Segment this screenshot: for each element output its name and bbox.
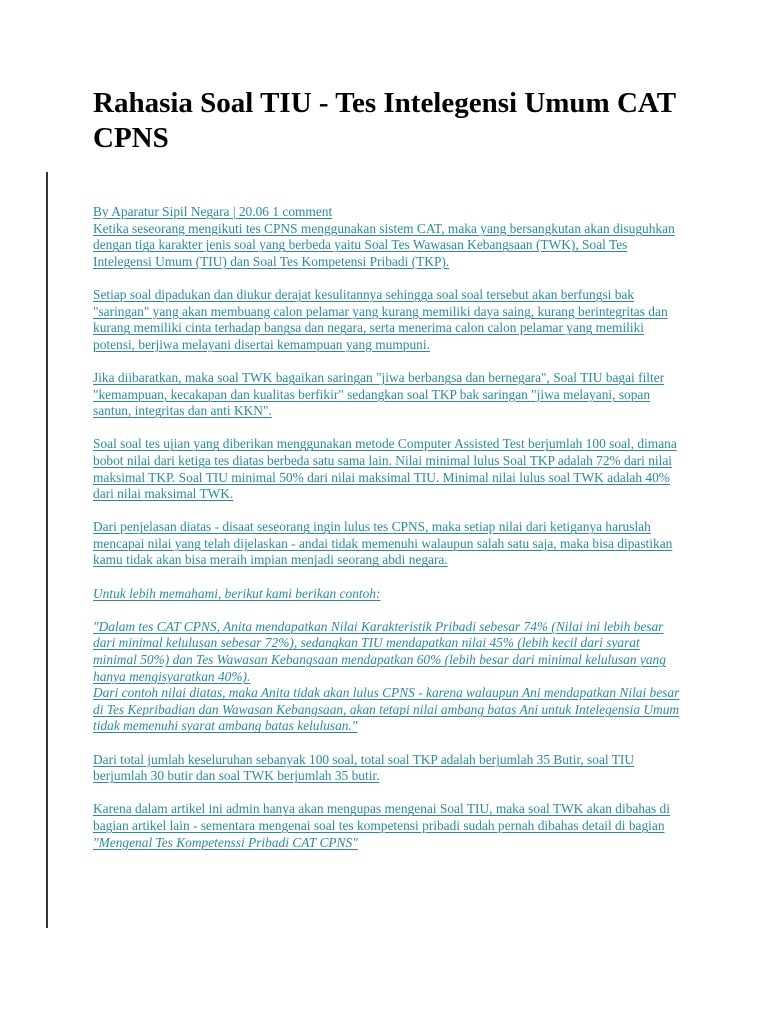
example-quote-1[interactable]: "Dalam tes CAT CPNS, Anita mendapatkan Nilai Karakteristik Pribadi sebesar 74% (Nilai ini lebih besar dari minimal kelulusan sebesar 72%), sedangkan TIU mendapatkan nilai 45% (lebih kecil dari syarat minimal 50%) dan Tes Wawasan Kebangsaan mendapatkan 60% (lebih besar dari minimal kelulusan yang hanya mengisyaratkan 40%). bbox=[93, 618, 666, 684]
page-margin-rule bbox=[46, 172, 48, 928]
example-quote-2[interactable]: Dari contoh nilai diatas, maka Anita tidak akan lulus CPNS - karena walaupun Ani mendapatkan Nilai besar di Tes Kepribadian dan Wawasan Kebangsaan, akan tetapi nilai ambang batas Ani untuk Intelegensia Umum tidak memenuhi syarat ambang batas kelulusan." bbox=[93, 685, 680, 734]
article-body bbox=[93, 204, 683, 868]
paragraph-penutup-text[interactable]: Karena dalam artikel ini admin hanya akan mengupas mengenai Soal TIU, maka soal TWK akan dibahas di bagian artikel lain - sementara mengenai soal tes kompetensi pribadi sudah pernah dibahas detail di bagian bbox=[93, 801, 670, 833]
example-intro[interactable]: Untuk lebih memahami, berikut kami berikan contoh: bbox=[93, 585, 381, 601]
article-byline[interactable]: By Aparatur Sipil Negara | 20.06 1 comment bbox=[93, 204, 333, 219]
paragraph-intro[interactable]: Ketika seseorang mengikuti tes CPNS menggunakan sistem CAT, maka yang bersangkutan akan disuguhkan dengan tiga karakter jenis soal yang berbeda yaitu Soal Tes Wawasan Kebangsaan (TWK), Soal Tes Intelegensi Umum (TIU) dan Soal Tes Kompetensi Pribadi (TKP). bbox=[93, 220, 675, 269]
paragraph-ibarat[interactable]: Jika diibaratkan, maka soal TWK bagaikan saringan "jiwa berbangsa dan bernegara", Soal TIU bagai filter "kemampuan, kecakapan dan kualitas berfikir" sedangkan soal TKP bak saringan "jiwa melayani, sopan santun, integritas dan anti KKN". bbox=[93, 369, 665, 419]
paragraph-nilai-minimal[interactable]: Soal soal tes ujian yang diberikan menggunakan metode Computer Assisted Test berjumlah 100 soal, dimana bobot nilai dari ketiga tes diatas berbeda satu sama lain. Nilai minimal lulus Soal TKP adalah 72% dari nilai maksimal TKP. Soal TIU minimal 50% dari nilai maksimal TIU. Minimal nilai lulus soal TWK adalah 40% dari nilai maksimal TWK. bbox=[93, 436, 677, 502]
paragraph-penjelasan[interactable]: Dari penjelasan diatas - disaat seseorang ingin lulus tes CPNS, maka setiap nilai dari ketiganya haruslah mencapai nilai yang telah dijelaskan - andai tidak memenuhi walaupun salah satu saja, maka bisa dipastikan kamu tidak akan bisa meraih impian menjadi seorang abdi negara. bbox=[93, 519, 673, 568]
page-title: Rahasia Soal TIU - Tes Intelegensi Umum CAT CPNS bbox=[93, 87, 676, 154]
paragraph-jumlah-soal[interactable]: Dari total jumlah keseluruhan sebanyak 100 soal, total soal TKP adalah berjumlah 35 Butir, soal TIU berjumlah 30 butir dan soal TWK berjumlah 35 butir. bbox=[93, 751, 635, 784]
paragraph-penutup[interactable] bbox=[93, 801, 683, 851]
paragraph-saringan[interactable]: Setiap soal dipadukan dan diukur derajat kesulitannya sehingga soal soal tersebut akan berfungsi bak "saringan" yang akan membuang calon pelamar yang kurang memiliki daya saing, kurang berintegritas dan kurang memiliki cinta terhadap bangsa dan negara, serta menerima calon calon pelamar yang memiliki potensi, berjiwa melayani disertai kemampuan yang mumpuni. bbox=[93, 286, 668, 352]
tkp-article-link[interactable]: "Mengenal Tes Kompetenssi Pribadi CAT CPNS" bbox=[93, 834, 358, 850]
